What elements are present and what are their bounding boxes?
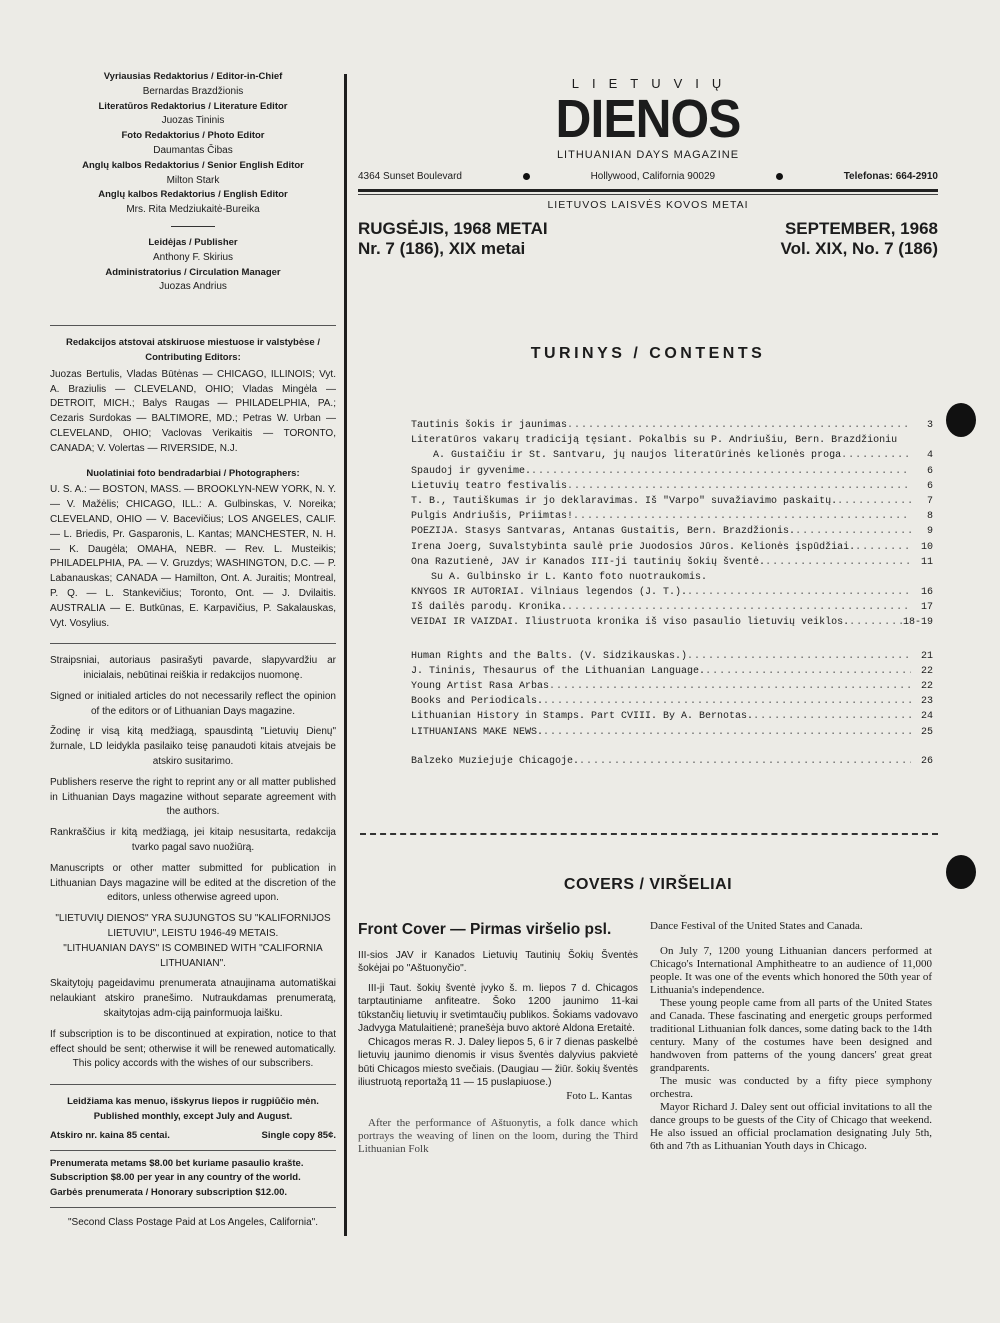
- masthead-title: DIENOS: [555, 89, 741, 149]
- masthead: [358, 74, 938, 363]
- publisher-name: Anthony F. Skirius: [152, 251, 234, 263]
- english-editor-name: Mrs. Rita Medziukaitė-Bureika: [126, 204, 260, 216]
- toc-item[interactable]: Tautinis šokis ir jaunimas ..... 3: [411, 418, 933, 433]
- subscription-lt: Prenumerata metams $8.00 bet kuriame pasaulio krašte.: [50, 1157, 304, 1169]
- toc-item[interactable]: Pulgis Andriušis, Priimtas! ..... 8: [411, 509, 933, 524]
- price-lt: Atskiro nr. kaina 85 centai.: [50, 1129, 170, 1141]
- notice-signed-en: Signed or initialed articles do not necessarily reflect the opinion of the editors or of Lithuanian Days magazine.: [50, 690, 336, 717]
- cover-text-en-1: After the performance of Aštuonytis, a folk dance which portrays the weaving of linen on the loom, during the Third Lithuanian Folk: [358, 1116, 638, 1155]
- photographers-text: U. S. A.: — BOSTON, MASS. — BROOKLYN-NEW YORK, N. Y. — V. Mažėlis; CHICAGO, ILL.: A. Gulbinskas, V. Noreika; CLEVELAND, OHIO — V. Bacevičius; LOS ANGELES, CALIF. — L. Briedis, Pr. Gasparonis, L. Kantas; MANCHESTER, N. H. — K. Daugėla; OMAHA, NEBR. — Rev. L. Musteikis; PHILADELPHIA, PA. — V. Gruzdys; WASHINGTON, D.C. — P. Labanauskas; CANADA — Hamilton, Ont. A. Juraitis; Montreal, P. Q. — L. Stankevičius; Toronto, Ont. — J. Dvilaitis. AUSTRALIA — E. Butkūnas, E. Karpavičius, P. Sakalauskas, Vyt. Vosylius.: [50, 484, 336, 629]
- masthead-subtitle: LITHUANIAN DAYS MAGAZINE: [556, 149, 740, 161]
- issue-number-lt: Nr. 7 (186), XIX metai: [358, 239, 526, 258]
- cover-text-en-2: Dance Festival of the United States and Canada.: [650, 920, 863, 932]
- photo-editor-role: Foto Redaktorius / Photo Editor: [121, 130, 265, 142]
- cover-text-lt-2: Chicagos meras R. J. Daley liepos 5, 6 ir 7 dienas paskelbė lietuvių jaunimo dienomis ir visus šventės dalyvius pakvietė būti Chicagos miesto svečiais. (Daugiau — žiūr. šokių šventės iliustruotą reportažą 11 — 15 puslapiuose.): [358, 1036, 638, 1088]
- cover-caption-lt: III-sios JAV ir Kanados Lietuvių Tautinių Šokių Šventės šokėjai po "Aštuonyčio".: [358, 949, 638, 974]
- divider: [50, 1150, 336, 1151]
- covers-heading: COVERS / VIRŠELIAI: [563, 876, 733, 893]
- toc-item[interactable]: T. B., Tautiškumas ir jo deklaravimas. Iš "Varpo" suvažiavimo paskaitų. ..... 7: [411, 494, 933, 509]
- editor-role: Vyriausias Redaktorius / Editor-in-Chief: [103, 71, 283, 82]
- covers-column-1: [358, 923, 638, 1156]
- masthead-rule: [358, 189, 938, 192]
- toc-item[interactable]: Spaudoj ir gyvenime. ..... 6: [411, 464, 933, 479]
- notice-reprint-lt: Žodinę ir visą kitą medžiagą, spausdintą "Lietuvių Dienų" žurnale, LD leidykla pasilaiko teisę panaudoti kitais atvejais be atskiro susitarimo.: [50, 726, 336, 768]
- bullet-icon: [776, 173, 783, 180]
- toc-item[interactable]: Iš dailės parodų. Kronika. ..... 17: [411, 600, 933, 615]
- circulation-name: Juozas Andrius: [159, 281, 227, 293]
- notice-renewal-lt: Skaitytojų pageidavimu prenumerata atnaujinama automatiškai nelaukiant atskiro pranešimo. Nutraukdamas prenumeratą, skaitytojas adm-ciją painformuoja laišku.: [50, 978, 336, 1020]
- divider: [171, 226, 215, 227]
- notice-manuscripts-en: Manuscripts or other matter submitted for publication in Lithuanian Days magazine will be edited at the discretion of the editors, unless otherwise agreed upon.: [50, 862, 336, 904]
- toc-item[interactable]: Human Rights and the Balts. (V. Sidzikauskas.) ..... 21: [411, 649, 933, 664]
- toc-item[interactable]: Books and Periodicals. ..... 23: [411, 694, 933, 709]
- subscription-en: Subscription $8.00 per year in any country of the world.: [50, 1172, 301, 1184]
- publisher-role: Leidėjas / Publisher: [148, 236, 238, 248]
- cover-text-en-4: These young people came from all parts of the United States and Canada. These fascinating and energetic groups performed traditional Lithuanian folk dances, some dating back to the 14th century. Many of the costumes have been designed and handwoven from patterns of the young dancers' great great grandparents.: [650, 997, 932, 1074]
- notice-signed-lt: Straipsniai, autoriaus pasirašyti pavarde, slapyvardžiu ar inicialais, nebūtinai reiškia ir redakcijos nuomonę.: [50, 655, 336, 682]
- front-cover-title: Front Cover — Pirmas viršelio psl.: [358, 921, 612, 938]
- street-address: 4364 Sunset Boulevard: [358, 171, 462, 182]
- toc-item[interactable]: Irena Joerg, Suvalstybinta saulė prie Juodosios Jūros. Kelionės įspūdžiai. ..... 10: [411, 540, 933, 555]
- toc-item[interactable]: Ona Razutienė, JAV ir Kanados III-ji tautinių šokių šventė. ..... 11: [411, 555, 933, 570]
- issue-info: [358, 219, 938, 259]
- price-en: Single copy 85¢.: [261, 1129, 336, 1141]
- column-divider: [344, 74, 347, 1236]
- cover-text-en-5: The music was conducted by a fifty piece symphony orchestra.: [650, 1075, 932, 1100]
- cover-text-en-6: Mayor Richard J. Daley sent out official invitations to all the dance groups to be guests of the City of Chicago that weekend. He also issued an official proclamation designating July 5th, 6th and 7th as Lithuanian Youth days in Chicago.: [650, 1101, 932, 1152]
- notice-renewal-en: If subscription is to be discontinued at expiration, notice to that effect should be sent; otherwise it will be renewed automatically. This policy accords with the wishes of our subscribers.: [50, 1028, 336, 1070]
- notice-combined-en: "LITHUANIAN DAYS" IS COMBINED WITH "CALIFORNIA LITHUANIAN".: [63, 942, 323, 969]
- notice-manuscripts-lt: Rankraščius ir kitą medžiagą, jei kitaip nesusitarta, redakcija tvarko pagal savo nuožiūrą.: [50, 827, 336, 854]
- toc-item[interactable]: KNYGOS IR AUTORIAI. Vilniaus legendos (J. T.). ..... 16: [411, 585, 933, 600]
- published-monthly-lt: Leidžiama kas menuo, išskyrus liepos ir rugpiūčio mėn.: [67, 1096, 319, 1108]
- lit-editor-name: Juozas Tininis: [161, 115, 225, 127]
- divider: [50, 1207, 336, 1208]
- notice-combined-lt: "LIETUVIŲ DIENOS" YRA SUJUNGTOS SU "KALIFORNIJOS LIETUVIU", LEISTU 1946-49 METAIS.: [55, 913, 331, 940]
- toc-item[interactable]: Literatūros vakarų tradiciją tęsiant. Pokalbis su P. Andriušiu, Bern. Brazdžioniu: [411, 435, 898, 447]
- divider: [50, 643, 336, 644]
- divider: [50, 325, 336, 326]
- circulation-role: Administratorius / Circulation Manager: [105, 266, 281, 278]
- senior-editor-role: Anglų kalbos Redaktorius / Senior English Editor: [82, 159, 304, 171]
- editor-name: Bernardas Brazdžionis: [142, 85, 244, 97]
- masthead-rule-thin: [358, 194, 938, 195]
- contributing-text: Juozas Bertulis, Vladas Būtėnas — CHICAGO, ILLINOIS; Vyt. A. Braziulis — CLEVELAND, OHIO; Vladas Mingėla — DETROIT, MICH.; Balys Raugas — PHILADELPHIA, PA.; Cezaris Surdokas — BALTIMORE, MD.; Petras W. Urban — CLEVELAND, OHIO; Vaclovas Verikaitis — TORONTO, CANADA; V. Volertas — RIVERSIDE, N.J.: [50, 368, 336, 454]
- toc-item[interactable]: Su A. Gulbinsko ir L. Kanto foto nuotraukomis.: [431, 571, 708, 583]
- punch-hole: [946, 403, 976, 437]
- english-editor-role: Anglų kalbos Redaktorius / English Editor: [98, 189, 288, 201]
- table-of-contents: [411, 418, 933, 769]
- motto: LIETUVOS LAISVĖS KOVOS METAI: [547, 199, 749, 211]
- section-divider: [360, 833, 938, 841]
- punch-hole: [946, 855, 976, 889]
- cover-text-en-3: On July 7, 1200 young Lithuanian dancers performed at Chicago's International Amphitheatre to an audience of 11,000 people. It was one of the events which honored the 50th year of Lithuania's independence.: [650, 945, 932, 996]
- toc-item[interactable]: VEIDAI IR VAIZDAI. Iliustruota kronika iš viso pasaulio lietuvių veiklos. ..... 18-19: [411, 615, 933, 630]
- toc-item[interactable]: LITHUANIANS MAKE NEWS. ..... 25: [411, 725, 933, 740]
- lit-editor-role: Literatūros Redaktorius / Literature Editor: [98, 100, 288, 112]
- contents-title: TURINYS / CONTENTS: [530, 345, 766, 362]
- toc-item[interactable]: J. Tininis, Thesaurus of the Lithuanian Language. ..... 22: [411, 664, 933, 679]
- published-monthly-en: Published monthly, except July and August.: [93, 1111, 293, 1123]
- toc-item[interactable]: Balzeko Muziejuje Chicagoje. ..... 26: [411, 754, 933, 769]
- issue-date-lt: RUGSĖJIS, 1968 METAI: [358, 219, 548, 238]
- price-row: [50, 1129, 336, 1144]
- honorary-subscription: Garbės prenumerata / Honorary subscription $12.00.: [50, 1187, 288, 1199]
- masthead-small-title: LIETUVIŲ: [571, 76, 735, 91]
- postage-notice: "Second Class Postage Paid at Los Angeles, California".: [67, 1217, 319, 1228]
- photo-credit: Foto L. Kantas: [566, 1089, 632, 1102]
- toc-item[interactable]: Young Artist Rasa Arbas ..... 22: [411, 679, 933, 694]
- staff-column: [50, 70, 336, 1231]
- issue-number-en: Vol. XIX, No. 7 (186): [780, 239, 938, 258]
- notice-reprint-en: Publishers reserve the right to reprint any or all matter published in Lithuanian Days magazine without separate agreement with the authors.: [50, 776, 336, 818]
- toc-item[interactable]: POEZIJA. Stasys Santvaras, Antanas Gustaitis, Bern. Brazdžionis. ..... 9: [411, 524, 933, 539]
- toc-item[interactable]: A. Gustaičiu ir St. Santvaru, jų naujos literatūrinės kelionės proga ..... 4: [411, 448, 933, 463]
- toc-item[interactable]: Lithuanian History in Stamps. Part CVIII. By A. Bernotas. ..... 24: [411, 709, 933, 724]
- covers-column-2: [650, 920, 932, 1153]
- cover-text-lt-1: III-ji Taut. šokių šventė įvyko š. m. liepos 7 d. Chicagos tarptautiniame anfiteatre. Šoko 1200 jaunimo 11-kai tūkstančių lietuvių ir svetimtaučių publikos. Šokiams vadovavo Jadvyga Matulaitienė; pranešėja buvo aktorė Aldona Eretaitė.: [358, 982, 638, 1034]
- city-address: Hollywood, California 90029: [590, 171, 716, 182]
- issue-date-en: SEPTEMBER, 1968: [784, 219, 938, 238]
- contributing-heading: Redakcijos atstovai atskiruose miestuose ir valstybėse / Contributing Editors:: [66, 337, 320, 363]
- phone-number: Telefonas: 664-2910: [843, 171, 938, 182]
- divider: [50, 1084, 336, 1085]
- photo-editor-name: Daumantas Čibas: [153, 144, 233, 156]
- bullet-icon: [523, 173, 530, 180]
- address-row: [358, 171, 938, 182]
- toc-item[interactable]: Lietuvių teatro festivalis ..... 6: [411, 479, 933, 494]
- photographers-heading: Nuolatiniai foto bendradarbiai / Photographers:: [86, 467, 300, 479]
- senior-editor-name: Milton Stark: [166, 174, 220, 186]
